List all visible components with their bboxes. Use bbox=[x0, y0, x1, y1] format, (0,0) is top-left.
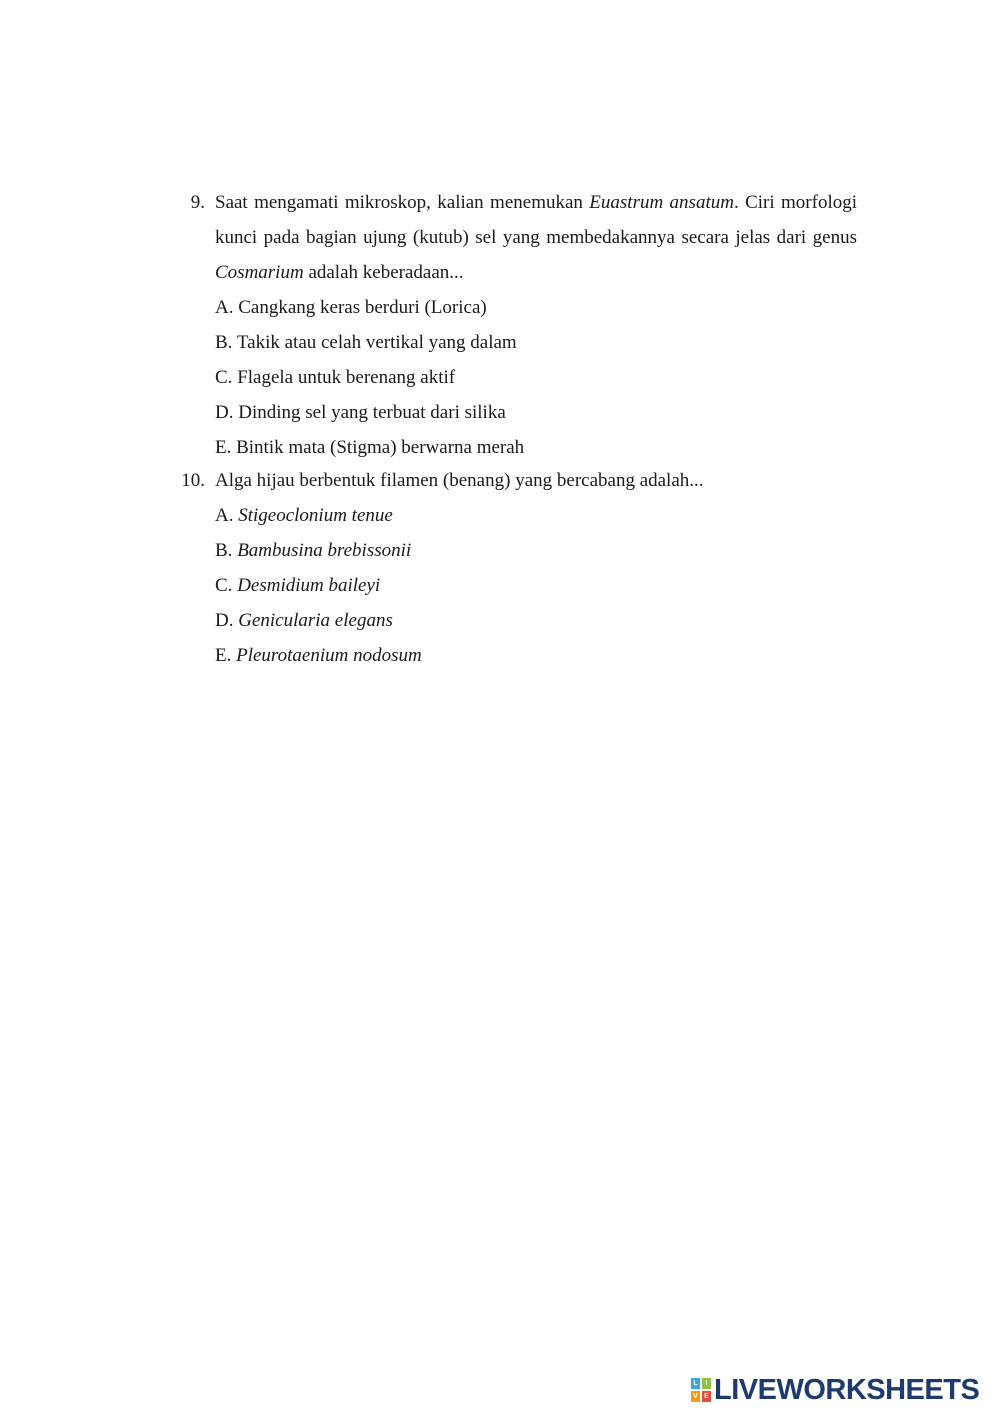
logo-mark-icon bbox=[691, 1378, 711, 1402]
answer-option-d[interactable] bbox=[215, 603, 857, 638]
option-letter: C. bbox=[215, 575, 233, 596]
logo-text: LIVEWORKSHEETS bbox=[714, 1374, 980, 1406]
question-text-part: adalah keberadaan... bbox=[303, 262, 464, 283]
answer-option-a[interactable] bbox=[215, 290, 857, 325]
logo-mark-letter: I bbox=[702, 1378, 711, 1389]
option-letter: E. bbox=[215, 437, 232, 458]
question-text-part: Saat mengamati mikroskop, kalian menemukan bbox=[215, 192, 590, 213]
option-text: Genicularia elegans bbox=[238, 610, 393, 631]
option-letter: B. bbox=[215, 540, 233, 561]
answer-option-d[interactable] bbox=[215, 395, 857, 430]
answer-option-c[interactable] bbox=[215, 360, 857, 395]
option-letter: D. bbox=[215, 402, 234, 423]
question-number: 10. bbox=[181, 470, 205, 491]
answer-options bbox=[215, 498, 857, 673]
option-text: Bintik mata (Stigma) berwarna merah bbox=[236, 437, 525, 458]
option-text: Bambusina brebissonii bbox=[237, 540, 412, 561]
question-body bbox=[215, 185, 857, 465]
option-letter: A. bbox=[215, 297, 234, 318]
option-text: Stigeoclonium tenue bbox=[238, 505, 393, 526]
logo-mark-letter: E bbox=[702, 1391, 711, 1402]
answer-option-b[interactable] bbox=[215, 533, 857, 568]
option-text: Dinding sel yang terbuat dari silika bbox=[238, 402, 506, 423]
option-text: Pleurotaenium nodosum bbox=[236, 645, 422, 666]
option-text: Takik atau celah vertikal yang dalam bbox=[236, 332, 517, 353]
question-text bbox=[215, 185, 857, 290]
species-name: Euastrum ansatum bbox=[589, 192, 734, 213]
answer-option-b[interactable] bbox=[215, 325, 857, 360]
question-number: 9. bbox=[190, 192, 205, 213]
option-text: Flagela untuk berenang aktif bbox=[237, 367, 456, 388]
logo-mark-letter: V bbox=[691, 1391, 700, 1402]
option-text: Cangkang keras berduri (Lorica) bbox=[238, 297, 487, 318]
option-letter: E. bbox=[215, 645, 232, 666]
option-text: Desmidium baileyi bbox=[237, 575, 381, 596]
answer-option-c[interactable] bbox=[215, 568, 857, 603]
answer-option-a[interactable] bbox=[215, 498, 857, 533]
liveworksheets-logo bbox=[691, 1373, 979, 1407]
question-text: Alga hijau berbentuk filamen (benang) yang bercabang adalah... bbox=[215, 470, 704, 491]
answer-option-e[interactable] bbox=[215, 430, 857, 465]
answer-options bbox=[215, 290, 857, 465]
question-body bbox=[215, 463, 857, 673]
option-letter: B. bbox=[215, 332, 233, 353]
option-letter: A. bbox=[215, 505, 234, 526]
genus-name: Cosmarium bbox=[215, 262, 304, 283]
answer-option-e[interactable] bbox=[215, 638, 857, 673]
logo-mark-letter: L bbox=[691, 1378, 700, 1389]
option-letter: D. bbox=[215, 610, 234, 631]
question-text-part: . Ciri morfologi kunci pada bagian ujung (kutub) sel yang membedakannya secara jelas dari genus bbox=[215, 192, 858, 248]
option-letter: C. bbox=[215, 367, 233, 388]
